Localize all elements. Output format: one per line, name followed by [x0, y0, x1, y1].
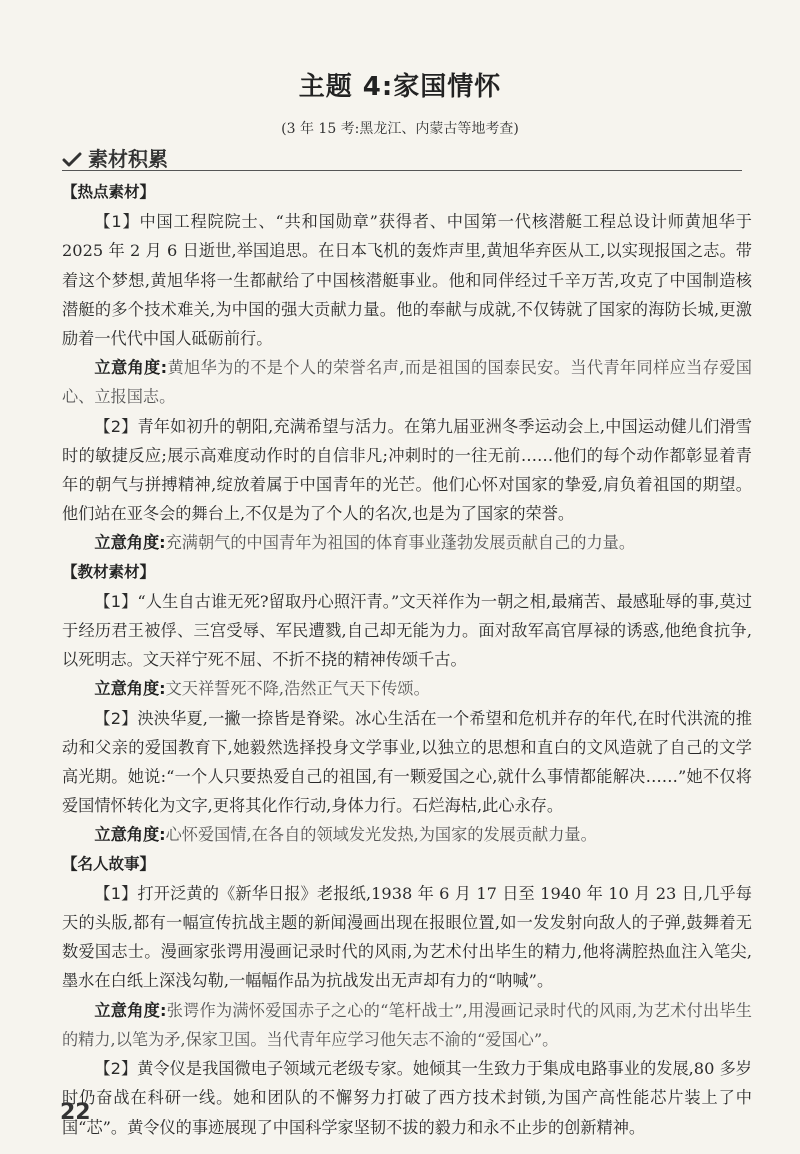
material-text: 泱泱华夏,一撇一捺皆是脊梁。冰心生活在一个希望和危机并存的年代,在时代洪流的推动和父亲的爱国教育下,她毅然选择投身文学事业,以独立的思想和直白的文风造就了自己的文学高光期。她说:“一个人只要热爱自己的祖国,有一颗爱国之心,就什么事情都能解决……”她不仅将爱国情怀转化为文字,更将其化作行动,身体力行。石烂海枯,此心永存。: [62, 708, 752, 816]
angle-text: 文天祥誓死不降,浩然正气天下传颂。: [165, 679, 430, 699]
angle-label: 立意角度:: [94, 825, 166, 845]
item-number: 【2】: [94, 708, 138, 728]
angle-paragraph: [62, 528, 752, 557]
angle-label: 立意角度:: [94, 358, 168, 378]
page-number: 22: [60, 1100, 91, 1125]
section-divider: [62, 170, 742, 171]
item-number: 【1】: [94, 212, 140, 232]
material-text: “人生自古谁无死?留取丹心照汗青。”文天祥作为一朝之相,最痛苦、最感耻辱的事,莫过于经历君王被俘、三宫受辱、军民遭戮,自己却无能为力。面对敌军高官厚禄的诱惑,他绝食抗争,以死明志。文天祥宁死不屈、不折不挠的精神传颂千古。: [62, 591, 752, 670]
angle-label: 立意角度:: [94, 1000, 167, 1020]
material-paragraph: [62, 207, 752, 353]
angle-label: 立意角度:: [94, 679, 166, 699]
content-body: [62, 178, 752, 1142]
category-label: 【名人故事】: [62, 854, 156, 873]
category-label: 【热点素材】: [62, 183, 156, 201]
section-title: 素材积累: [88, 147, 168, 171]
material-text: 中国工程院院士、“共和国勋章”获得者、中国第一代核潜艇工程总设计师黄旭华于 2025 年 2 月 6 日逝世,举国追思。在日本飞机的轰炸声里,黄旭华弃医从工,以实现报国之志。带着这个梦想,黄旭华将一生都献给了中国核潜艇事业。他和同伴经过千辛万苦,攻克了中国制造核潜艇的多个技术难关,为中国的强大贡献力量。他的奉献与成就,不仅铸就了国家的海防长城,更激励着一代代中国人砥砺前行。: [62, 212, 752, 349]
angle-label: 立意角度:: [94, 533, 166, 553]
angle-paragraph: [62, 996, 752, 1054]
material-paragraph: [62, 587, 752, 675]
material-text: 黄令仪是我国微电子领域元老级专家。她倾其一生致力于集成电路事业的发展,80 多岁时仍奋战在科研一线。她和团队的不懈努力打破了西方技术封锁,为国产高性能芯片装上了中国“芯”。黄令仪的事迹展现了中国科学家坚韧不拔的毅力和永不止步的创新精神。: [62, 1059, 752, 1137]
material-paragraph: [62, 1054, 752, 1142]
item-number: 【1】: [94, 883, 138, 903]
section-heading: [62, 143, 742, 173]
item-number: 【2】: [94, 416, 138, 436]
angle-text: 张谔作为满怀爱国赤子之心的“笔杆战士”,用漫画记录时代的风雨,为艺术付出毕生的精力,以笔为矛,保家卫国。当代青年应学习他矢志不渝的“爱国心”。: [62, 1000, 752, 1049]
page-title: 主题 4:家国情怀: [298, 72, 502, 102]
category-label: 【教材素材】: [62, 562, 156, 581]
exam-note: (3 年 15 考:黑龙江、内蒙古等地考查): [281, 121, 519, 137]
angle-text: 心怀爱国情,在各自的领域发光发热,为国家的发展贡献力量。: [165, 825, 597, 845]
angle-text: 充满朝气的中国青年为祖国的体育事业蓬勃发展贡献自己的力量。: [165, 533, 636, 553]
item-number: 【1】: [94, 591, 138, 611]
angle-paragraph: [62, 674, 752, 703]
angle-paragraph: [62, 353, 752, 411]
angle-text: 黄旭华为的不是个人的荣誉名声,而是祖国的国泰民安。当代青年同样应当存爱国心、立报国志。: [62, 358, 752, 407]
material-paragraph: [62, 412, 752, 529]
angle-paragraph: [62, 820, 752, 849]
checkmark-icon: [62, 149, 84, 173]
material-paragraph: [62, 704, 752, 821]
item-number: 【2】: [94, 1059, 138, 1079]
material-paragraph: [62, 879, 752, 996]
material-text: 打开泛黄的《新华日报》老报纸,1938 年 6 月 17 日至 1940 年 10 月 23 日,几乎每天的头版,都有一幅宣传抗战主题的新闻漫画出现在报眼位置,如一发发射向敌人的子弹,鼓舞着无数爱国志士。漫画家张谔用漫画记录时代的风雨,为艺术付出毕生的精力,他将满腔热血注入笔尖,墨水在白纸上深浅勾勒,一幅幅作品为抗战发出无声却有力的“呐喊”。: [62, 883, 752, 991]
material-text: 青年如初升的朝阳,充满希望与活力。在第九届亚洲冬季运动会上,中国运动健儿们滑雪时的敏捷反应;展示高难度动作时的自信非凡;冲刺时的一往无前……他们的每个动作都彰显着青年的朝气与拼搏精神,绽放着属于中国青年的光芒。他们心怀对国家的挚爱,肩负着祖国的期望。他们站在亚冬会的舞台上,不仅是为了个人的名次,也是为了国家的荣誉。: [62, 416, 752, 524]
